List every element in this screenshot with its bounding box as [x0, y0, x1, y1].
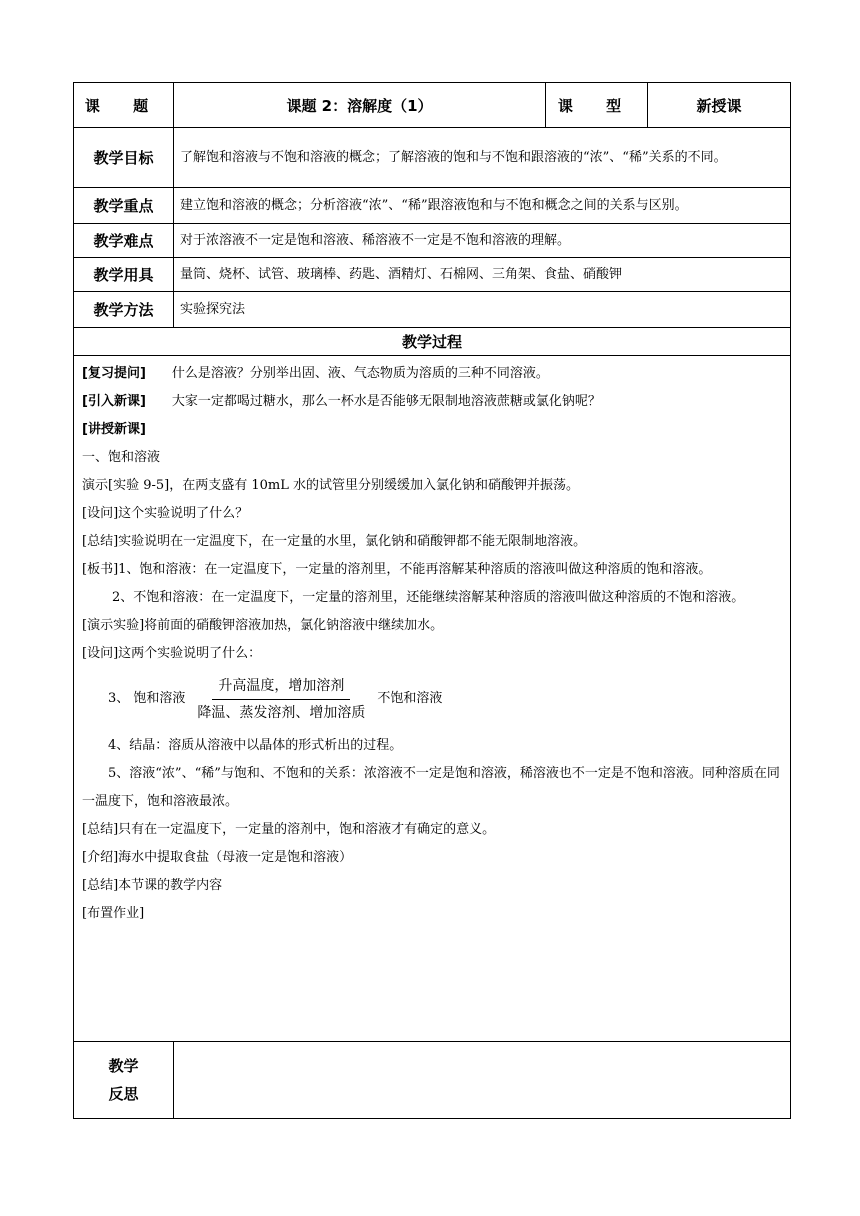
- conversion-right: 不饱和溶液: [377, 691, 443, 706]
- key-point-label: 教学重点: [74, 188, 174, 224]
- teach-tag: [讲授新课]: [82, 422, 146, 437]
- tools-value: 量筒、烧杯、试管、玻璃棒、药匙、酒精灯、石棉网、三角架、食盐、硝酸钾: [174, 258, 791, 292]
- lesson-type-value: 新授课: [648, 83, 791, 128]
- method-value: 实验探究法: [174, 292, 791, 328]
- section-heading: 一、饱和溶液: [82, 450, 161, 465]
- intro-text: 大家一定都喝过糖水，那么一杯水是否能够无限制地溶液蔗糖或氯化钠呢？: [171, 394, 601, 409]
- summary-line: [总结]实验说明在一定温度下，在一定量的水里，氯化钠和硝酸钾都不能无限制地溶液。: [82, 534, 587, 549]
- process-body-row: [74, 356, 791, 1042]
- conversion-top: 升高温度，增加溶剂: [212, 675, 350, 700]
- review-tag: [复习提问]: [82, 366, 146, 381]
- board-unsaturated-definition: 2、不饱和溶液：在一定温度下，一定量的溶剂里，还能继续溶解某种溶质的溶液叫做这种溶质的不饱和溶液。: [112, 590, 745, 605]
- demo-line: 演示[实验 9-5]，在两支盛有 10mL 水的试管里分别缓缓加入氯化钠和硝酸钾并振荡。: [82, 478, 579, 493]
- conversion-bottom: 降温、蒸发溶剂、增加溶质: [197, 704, 366, 721]
- process-title-row: [74, 328, 791, 356]
- difficulty-row: [74, 224, 791, 258]
- difficulty-value: 对于浓溶液不一定是饱和溶液、稀溶液不一定是不饱和溶液的理解。: [174, 224, 791, 258]
- key-point-value: 建立饱和溶液的概念；分析溶液“浓”、“稀”跟溶液饱和与不饱和概念之间的关系与区别。: [174, 188, 791, 224]
- method-row: [74, 292, 791, 328]
- review-text: 什么是溶液？分别举出固、液、气态物质为溶质的三种不同溶液。: [171, 366, 549, 381]
- difficulty-label: 教学难点: [74, 224, 174, 258]
- topic-label: 课 题: [74, 83, 174, 128]
- process-title: 教学过程: [74, 328, 791, 356]
- header-row: [74, 83, 791, 128]
- demo-experiment-line: [演示实验]将前面的硝酸钾溶液加热，氯化钠溶液中继续加水。: [82, 618, 444, 633]
- tools-row: [74, 258, 791, 292]
- reflection-label: [74, 1042, 174, 1119]
- review-line: [82, 360, 784, 388]
- method-label: 教学方法: [74, 292, 174, 328]
- reflection-row: [74, 1042, 791, 1119]
- introduce-line: [介绍]海水中提取食盐（母液一定是饱和溶液）: [82, 850, 353, 865]
- question-line: [设问]这个实验说明了什么？: [82, 506, 249, 521]
- intro-tag: [引入新课]: [82, 394, 146, 409]
- conversion-left: 3、 饱和溶液: [108, 691, 186, 706]
- objective-value: 了解饱和溶液与不饱和溶液的概念；了解溶液的饱和与不饱和跟溶液的“浓”、“稀”关系的不同。: [174, 128, 791, 188]
- homework-line: [布置作业]: [82, 906, 145, 921]
- summary-line-3: [总结]本节课的教学内容: [82, 878, 223, 893]
- conversion-conditions: [197, 675, 365, 724]
- reflection-label-line2: 反思: [108, 1085, 139, 1103]
- tools-label: 教学用具: [74, 258, 174, 292]
- question-line-2: [设问]这两个实验说明了什么：: [82, 646, 262, 661]
- process-body: [74, 356, 791, 1042]
- reflection-label-line1: 教学: [108, 1057, 139, 1075]
- objective-label: 教学目标: [74, 128, 174, 188]
- board-saturated-definition: [板书]1、饱和溶液：在一定温度下，一定量的溶剂里，不能再溶解某种溶质的溶液叫做这种溶质的饱和溶液。: [82, 562, 712, 577]
- intro-line: [82, 388, 784, 416]
- key-point-row: [74, 188, 791, 224]
- conversion-relation: [82, 672, 784, 726]
- reflection-value: [174, 1042, 791, 1119]
- topic-value: 课题 2：溶解度（1）: [174, 83, 546, 128]
- lesson-plan-table: [73, 82, 791, 1119]
- objective-row: [74, 128, 791, 188]
- lesson-type-label: 课 型: [546, 83, 648, 128]
- relation-line: 5、溶液“浓”、“稀”与饱和、不饱和的关系：浓溶液不一定是饱和溶液，稀溶液也不一定是不饱和溶液。同种溶质在同一温度下，饱和溶液最浓。: [82, 766, 780, 809]
- crystallization-line: 4、结晶：溶质从溶液中以晶体的形式析出的过程。: [108, 738, 403, 753]
- summary-line-2: [总结]只有在一定温度下，一定量的溶剂中，饱和溶液才有确定的意义。: [82, 822, 496, 837]
